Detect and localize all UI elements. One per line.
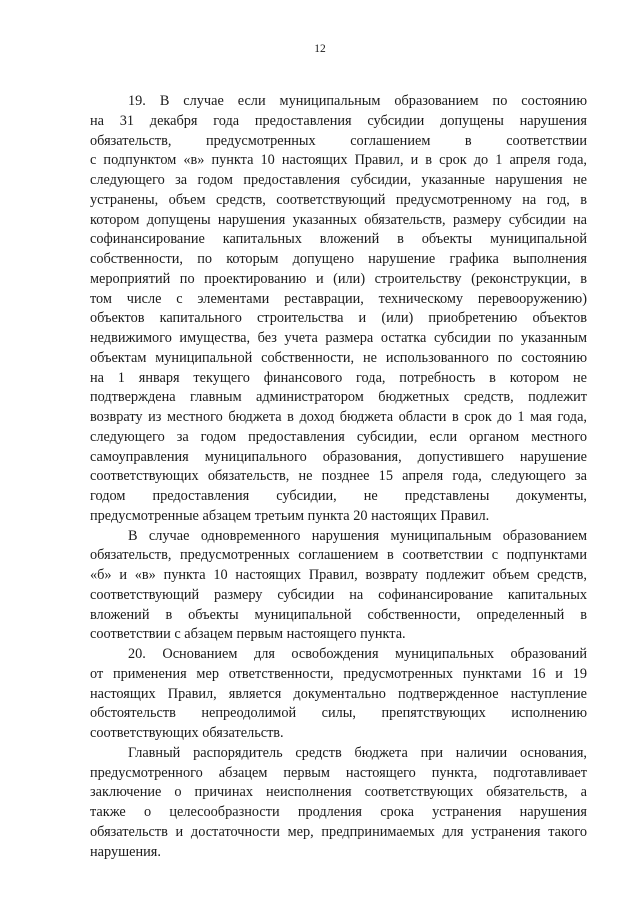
text-line: мероприятий по проектированию и (или) строительству (реконструкции, в — [90, 270, 587, 287]
text-line: объектов капитального строительства и (или) приобретению объектов — [90, 310, 587, 327]
text-line: 19. В случае если муниципальным образованием по состоянию — [128, 93, 587, 109]
paragraph-19 — [90, 92, 587, 527]
text-line: «б» и «в» пункта 10 настоящих Правил, возврату подлежит объем средств, — [90, 567, 587, 583]
text-line: софинансирование капитальных вложений в объекты муниципальной — [90, 231, 587, 248]
text-line: соответствующих обязательств, не позднее 15 апреля года, следующего за — [90, 468, 587, 485]
text-line: самоуправления муниципального образования, допустившего нарушение — [90, 448, 587, 465]
text-line: заключение о причинах неисполнения соответствующих обязательств, а — [90, 784, 587, 801]
text-line: соответствии с абзацем первым настоящего пункта. — [90, 626, 406, 643]
text-line: от применения мер ответственности, предусмотренных пунктами 16 и 19 — [90, 665, 587, 682]
text-line: котором допущены нарушения указанных обязательств, размеру субсидии на — [90, 211, 587, 228]
text-line: обязательств и достаточности мер, предпринимаемых для устранения такого — [90, 823, 587, 840]
text-line: нарушения. — [90, 843, 161, 860]
text-line: собственности, по которым допущено нарушение графика выполнения — [90, 251, 587, 267]
paragraph-20-chief-administrator — [90, 744, 587, 863]
document-body — [90, 92, 587, 862]
text-line: вложений в объекты муниципальной собственности, определенный в — [90, 606, 587, 623]
text-line: недвижимого имущества, без учета размера остатка субсидии по указанным — [90, 330, 587, 346]
text-line: на 31 декабря года предоставления субсидии допущены нарушения — [90, 112, 587, 129]
text-line: том числе с элементами реставрации, техническому перевооружению) — [90, 290, 587, 307]
page-number: 12 — [314, 43, 326, 55]
text-line: 20. Основанием для освобождения муниципальных образований — [128, 646, 587, 662]
text-line: В случае одновременного нарушения муниципальным образованием — [128, 527, 587, 544]
text-line: с подпунктом «в» пункта 10 настоящих Правил, и в срок до 1 апреля года, — [90, 152, 587, 169]
text-line: на 1 января текущего финансового года, потребность в котором не — [90, 369, 587, 386]
text-line: соответствующий размеру субсидии на софинансирование капитальных — [90, 586, 587, 603]
paragraph-19-simultaneous — [90, 527, 587, 646]
text-line: предусмотренного абзацем первым настоящего пункта, подготавливает — [90, 764, 587, 781]
text-line: годом предоставления субсидии, не представлены документы, — [90, 488, 587, 504]
text-line: соответствующих обязательств. — [90, 725, 284, 741]
text-line: обязательств, предусмотренных соглашением в соответствии — [90, 132, 587, 149]
text-line: предусмотренные абзацем третьим пункта 20 настоящих Правил. — [90, 507, 490, 524]
text-line: также о целесообразности продления срока устранения нарушения — [90, 804, 587, 820]
text-line: устранены, объем средств, соответствующий предусмотренному на год, в — [90, 191, 587, 208]
text-line: возврату из местного бюджета в доход бюджета области в срок до 1 мая года, — [90, 409, 587, 425]
text-line: подтверждена главным администратором бюджетных средств, подлежит — [90, 389, 587, 406]
text-line: объектам муниципальной собственности, не использованного по состоянию — [90, 349, 587, 366]
text-line: следующего за годом предоставления субсидии, указанные нарушения не — [90, 172, 587, 188]
text-line: настоящих Правил, является документально подтвержденное наступление — [90, 685, 587, 702]
paragraph-20 — [90, 645, 587, 744]
text-line: следующего за годом предоставления субсидии, если органом местного — [90, 428, 587, 445]
text-line: обстоятельств непреодолимой силы, препятствующих исполнению — [90, 705, 587, 722]
text-line: обязательств, предусмотренных соглашением в соответствии с подпунктами — [90, 547, 587, 564]
text-line: Главный распорядитель средств бюджета при наличии основания, — [128, 744, 587, 761]
